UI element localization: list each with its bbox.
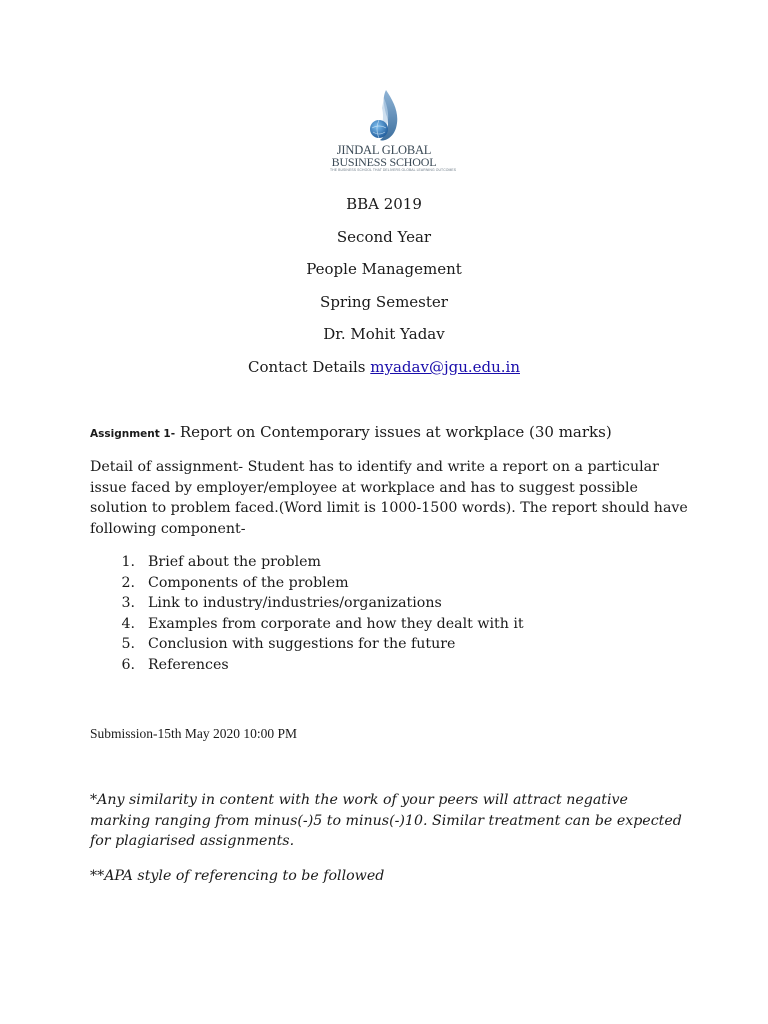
year-heading: Second Year xyxy=(336,228,432,246)
logo-tagline: THE BUSINESS SCHOOL THAT DELIVERS GLOBAL LEARNING OUTCOMES xyxy=(330,168,457,172)
contact-email-link[interactable]: myadav@jgu.edu.in xyxy=(370,358,520,376)
list-item: 6. References xyxy=(121,656,229,673)
submission-deadline: Submission-15th May 2020 10:00 PM xyxy=(90,726,298,741)
assignment-detail: Detail of assignment- Student has to identify and write a report on a particular issue faced by employer/employee at workplace and has to suggest possible solution to problem faced.(Word limit is 1000-1500 words). The report should have following component- xyxy=(90,459,688,537)
apa-note: **APA style of referencing to be followed xyxy=(90,868,385,884)
components-list xyxy=(90,552,690,676)
assignment-title xyxy=(90,422,730,441)
similarity-note: *Any similarity in content with the work of your peers will attract negative marking ranging from minus(-)5 to minus(-)10. Similar treatment can be expected for plagiarised assignments. xyxy=(90,792,682,850)
list-item: 3. Link to industry/industries/organizations xyxy=(121,595,442,612)
logo-line-2: BUSINESS SCHOOL xyxy=(331,155,437,169)
course-heading: People Management xyxy=(306,260,462,278)
program-heading: BBA 2019 xyxy=(346,195,422,213)
semester-heading: Spring Semester xyxy=(320,293,448,311)
flame-globe-icon xyxy=(364,88,404,144)
assignment-prefix: Assignment 1- xyxy=(90,428,176,440)
contact-line xyxy=(0,357,768,377)
list-item: 2. Components of the problem xyxy=(121,574,349,591)
school-logo xyxy=(330,88,457,184)
list-item: 1. Brief about the problem xyxy=(121,554,321,570)
contact-label: Contact Details xyxy=(247,358,366,376)
list-item: 4. Examples from corporate and how they dealt with it xyxy=(121,615,524,632)
instructor-heading: Dr. Mohit Yadav xyxy=(323,325,445,343)
logo-line-1: JINDAL GLOBAL xyxy=(336,143,432,157)
list-item: 5. Conclusion with suggestions for the future xyxy=(121,636,456,653)
assignment-title-text: Report on Contemporary issues at workplace (30 marks) xyxy=(175,423,612,441)
